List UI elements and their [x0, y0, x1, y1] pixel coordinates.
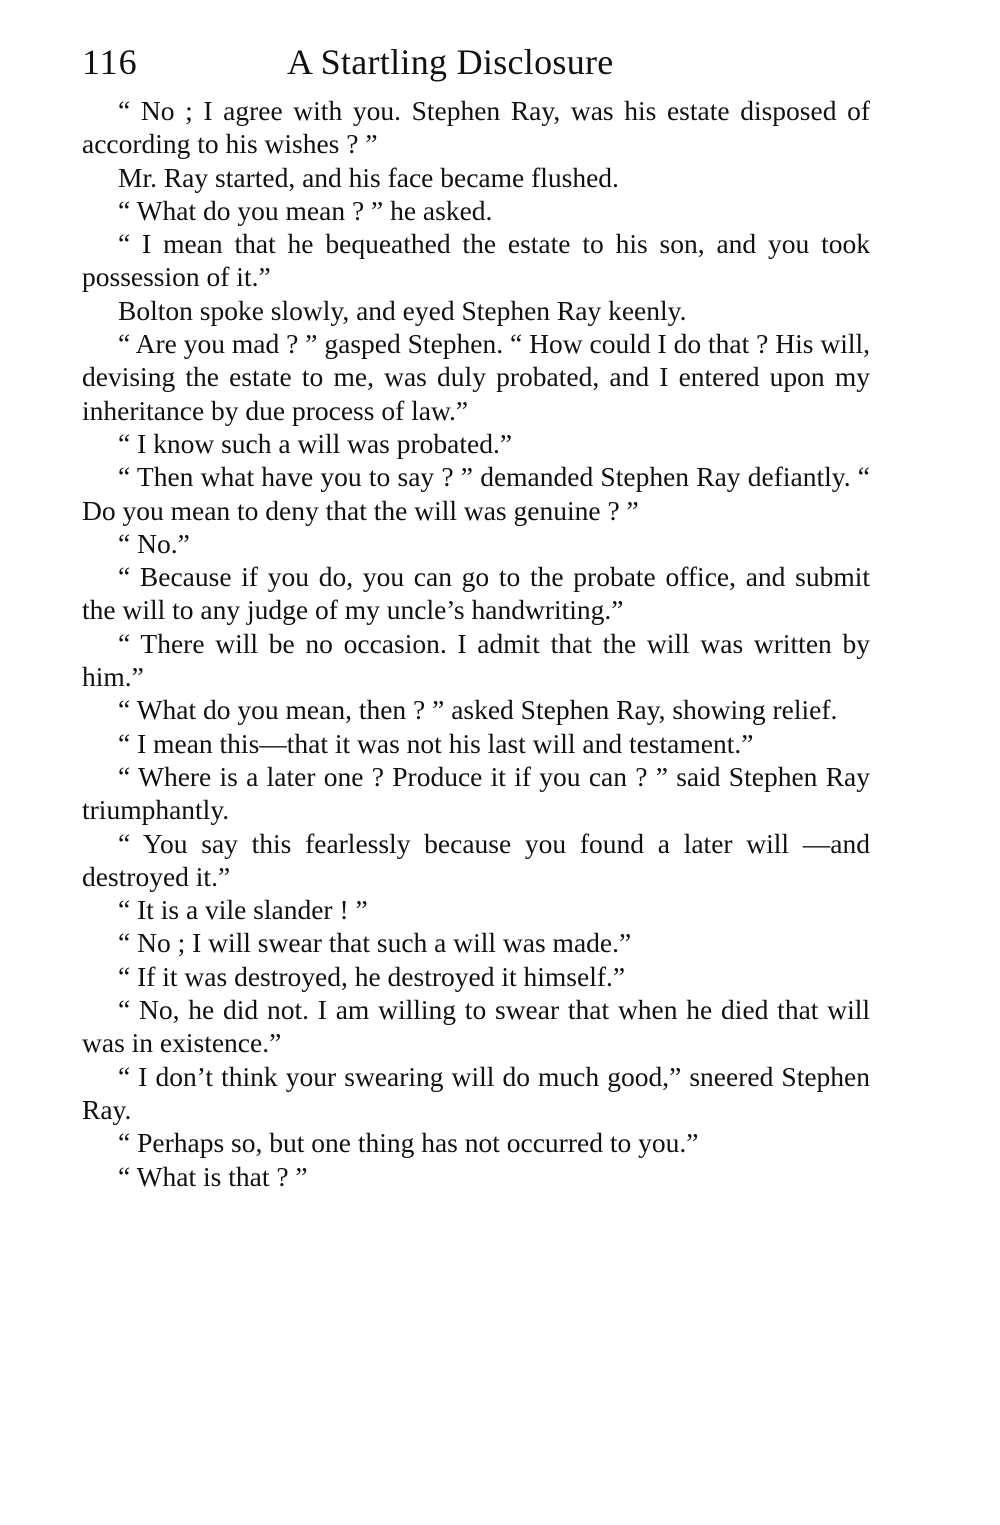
page-number: 116 — [82, 42, 138, 82]
paragraph: “ No ; I agree with you. Stephen Ray, was his estate disposed of according to his wishes ? ” — [82, 95, 870, 160]
paragraph: “ Perhaps so, but one thing has not occurred to you.” — [118, 1127, 699, 1159]
book-page — [82, 38, 870, 1193]
paragraph: Bolton spoke slowly, and eyed Stephen Ray keenly. — [118, 294, 687, 326]
paragraph: “ I know such a will was probated.” — [118, 427, 513, 459]
paragraph: “ Are you mad ? ” gasped Stephen. “ How could I do that ? His will, devising the estate to me, was duly probated, and I entered upon my inheritance by due process of law.” — [82, 328, 870, 426]
paragraph: “ Because if you do, you can go to the probate office, and submit the will to any judge of my uncle’s handwriting.” — [82, 561, 870, 626]
paragraph: “ Then what have you to say ? ” demanded Stephen Ray defiantly. “ Do you mean to deny that the will was genuine ? ” — [82, 461, 870, 526]
page-header — [82, 38, 870, 94]
paragraph: “ No.” — [118, 527, 190, 559]
paragraph: “ No, he did not. I am willing to swear that when he died that will was in existence.” — [82, 994, 870, 1059]
body-text — [82, 94, 870, 1193]
paragraph: “ What do you mean ? ” he asked. — [118, 194, 493, 226]
paragraph: “ You say this fearlessly because you found a later will —and destroyed it.” — [82, 827, 870, 892]
paragraph: “ What is that ? ” — [118, 1160, 308, 1192]
paragraph: “ I mean that he bequeathed the estate to his son, and you took possession of it.” — [82, 228, 870, 293]
running-title: A Startling Disclosure — [287, 42, 614, 82]
paragraph: “ I don’t think your swearing will do much good,” sneered Stephen Ray. — [82, 1060, 870, 1125]
paragraph: “ There will be no occasion. I admit that the will was written by him.” — [82, 627, 870, 693]
paragraph: “ If it was destroyed, he destroyed it himself.” — [118, 960, 626, 992]
paragraph: “ What do you mean, then ? ” asked Stephen Ray, showing relief. — [118, 694, 838, 726]
paragraph: “ It is a vile slander ! ” — [118, 894, 368, 926]
paragraph: “ Where is a later one ? Produce it if you can ? ” said Stephen Ray triumphantly. — [82, 760, 870, 826]
paragraph: Mr. Ray started, and his face became flushed. — [118, 161, 619, 193]
paragraph: “ I mean this—that it was not his last will and testament.” — [118, 727, 754, 759]
paragraph: “ No ; I will swear that such a will was made.” — [118, 927, 632, 959]
